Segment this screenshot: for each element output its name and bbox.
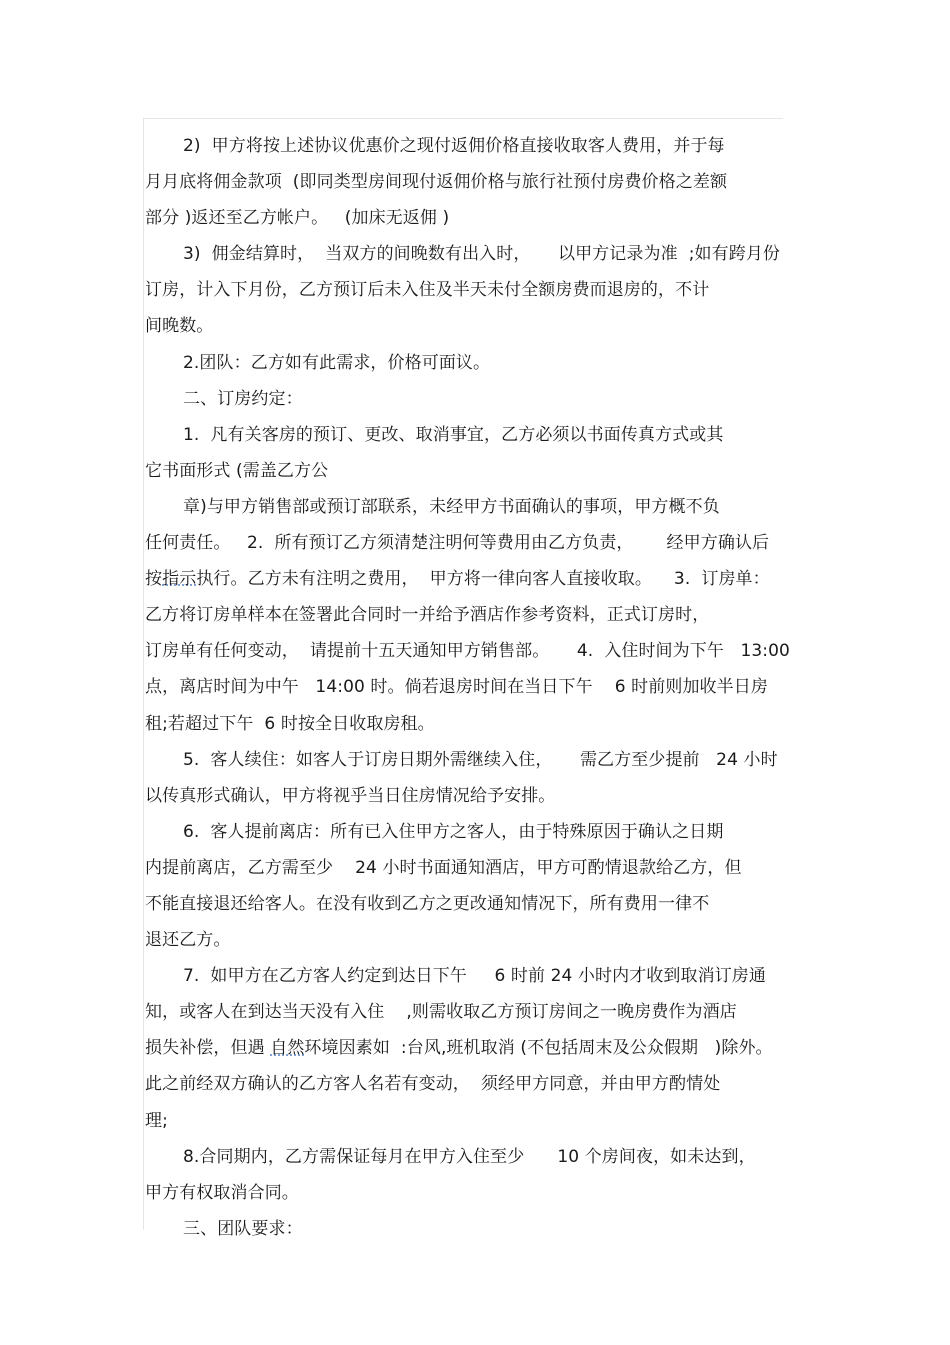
text-line: 1. 凡有关客房的预订、更改、取消事宜，乙方必须以书面传真方式或其 (183, 424, 724, 445)
text-line: 理; (145, 1110, 168, 1131)
text-line: 部分 )返还至乙方帐户。 (加床无返佣 ) (145, 208, 450, 229)
text-line: 订房单有任何变动， 请提前十五天通知甲方销售部。 4. 入住时间为下午 13:00 (145, 641, 790, 662)
page-left-rule (143, 118, 144, 1230)
text-line: 订房，计入下月份，乙方预订后未入住及半天未付全额房费而退房的，不计 (145, 280, 710, 301)
text-line: 月月底将佣金款项 (即同类型房间现付返佣价格与旅行社预付房费价格之差额 (145, 172, 728, 193)
text-line: 不能直接退还给客人。在没有收到乙方之更改通知情况下，所有费用一律不 (145, 893, 710, 914)
hyperlink[interactable]: 指示 (162, 569, 197, 590)
text-line: 内提前离店，乙方需至少 24 小时书面通知酒店，甲方可酌情退款给乙方，但 (145, 857, 742, 878)
hyperlink[interactable]: 自然 (270, 1038, 305, 1059)
text-segment: 执行。乙方未有注明之费用， 甲方将一律向客人直接收取。 3. 订房单： (196, 569, 770, 590)
text-line: 此之前经双方确认的乙方客人名若有变动， 须经甲方同意，并由甲方酌情处 (145, 1074, 721, 1095)
text-segment: 环境因素如 :台风,班机取消 (不包括周末及公众假期 )除外。 (304, 1038, 773, 1059)
text-line: 乙方将订房单样本在签署此合同时一并给予酒店作参考资料，正式订房时， (145, 605, 710, 626)
text-line: 三、团队要求： (183, 1218, 303, 1239)
text-line: 2) 甲方将按上述协议优惠价之现付返佣价格直接收取客人费用，并于每 (183, 136, 725, 156)
text-line: 租;若超过下午 6 时按全日收取房租。 (145, 713, 435, 734)
text-line: 甲方有权取消合同。 (145, 1182, 299, 1203)
text-line: 5. 客人续住：如客人于订房日期外需继续入住， 需乙方至少提前 24 小时 (183, 749, 778, 770)
text-line: 章)与甲方销售部或预订部联系，未经甲方书面确认的事项，甲方概不负 (183, 496, 720, 517)
text-line (145, 1030, 795, 1066)
text-line: 8.合同期内，乙方需保证每月在甲方入住至少 10 个房间夜，如未达到， (183, 1146, 756, 1167)
page-top-rule (143, 118, 783, 119)
text-line: 以传真形式确认，甲方将视乎当日住房情况给予安排。 (145, 785, 556, 806)
text-line: 6. 客人提前离店：所有已入住甲方之客人，由于特殊原因于确认之日期 (183, 821, 724, 842)
text-line: 二、订房约定： (183, 388, 303, 409)
document-body (145, 128, 795, 1247)
text-line: 它书面形式 (需盖乙方公 (145, 460, 329, 481)
text-line: 知，或客人在到达当天没有入住 ,则需收取乙方预订房间之一晚房费作为酒店 (145, 1002, 737, 1023)
text-line: 间晚数。 (145, 316, 214, 337)
text-line: 任何责任。 2. 所有预订乙方须清楚注明何等费用由乙方负责， 经甲方确认后 (145, 533, 770, 554)
text-line: 7. 如甲方在乙方客人约定到达日下午 6 时前 24 小时内才收到取消订房通 (183, 966, 767, 987)
text-segment: 损失补偿，但遇 (145, 1038, 271, 1059)
text-segment: 按 (145, 569, 163, 590)
text-line: 2.团队：乙方如有此需求，价格可面议。 (183, 352, 491, 373)
text-line (145, 561, 795, 597)
text-line: 3) 佣金结算时， 当双方的间晚数有出入时， 以甲方记录为准 ;如有跨月份 (183, 244, 781, 265)
text-line: 点，离店时间为中午 14:00 时。倘若退房时间在当日下午 6 时前则加收半日房 (145, 677, 768, 698)
text-line: 退还乙方。 (145, 930, 231, 951)
